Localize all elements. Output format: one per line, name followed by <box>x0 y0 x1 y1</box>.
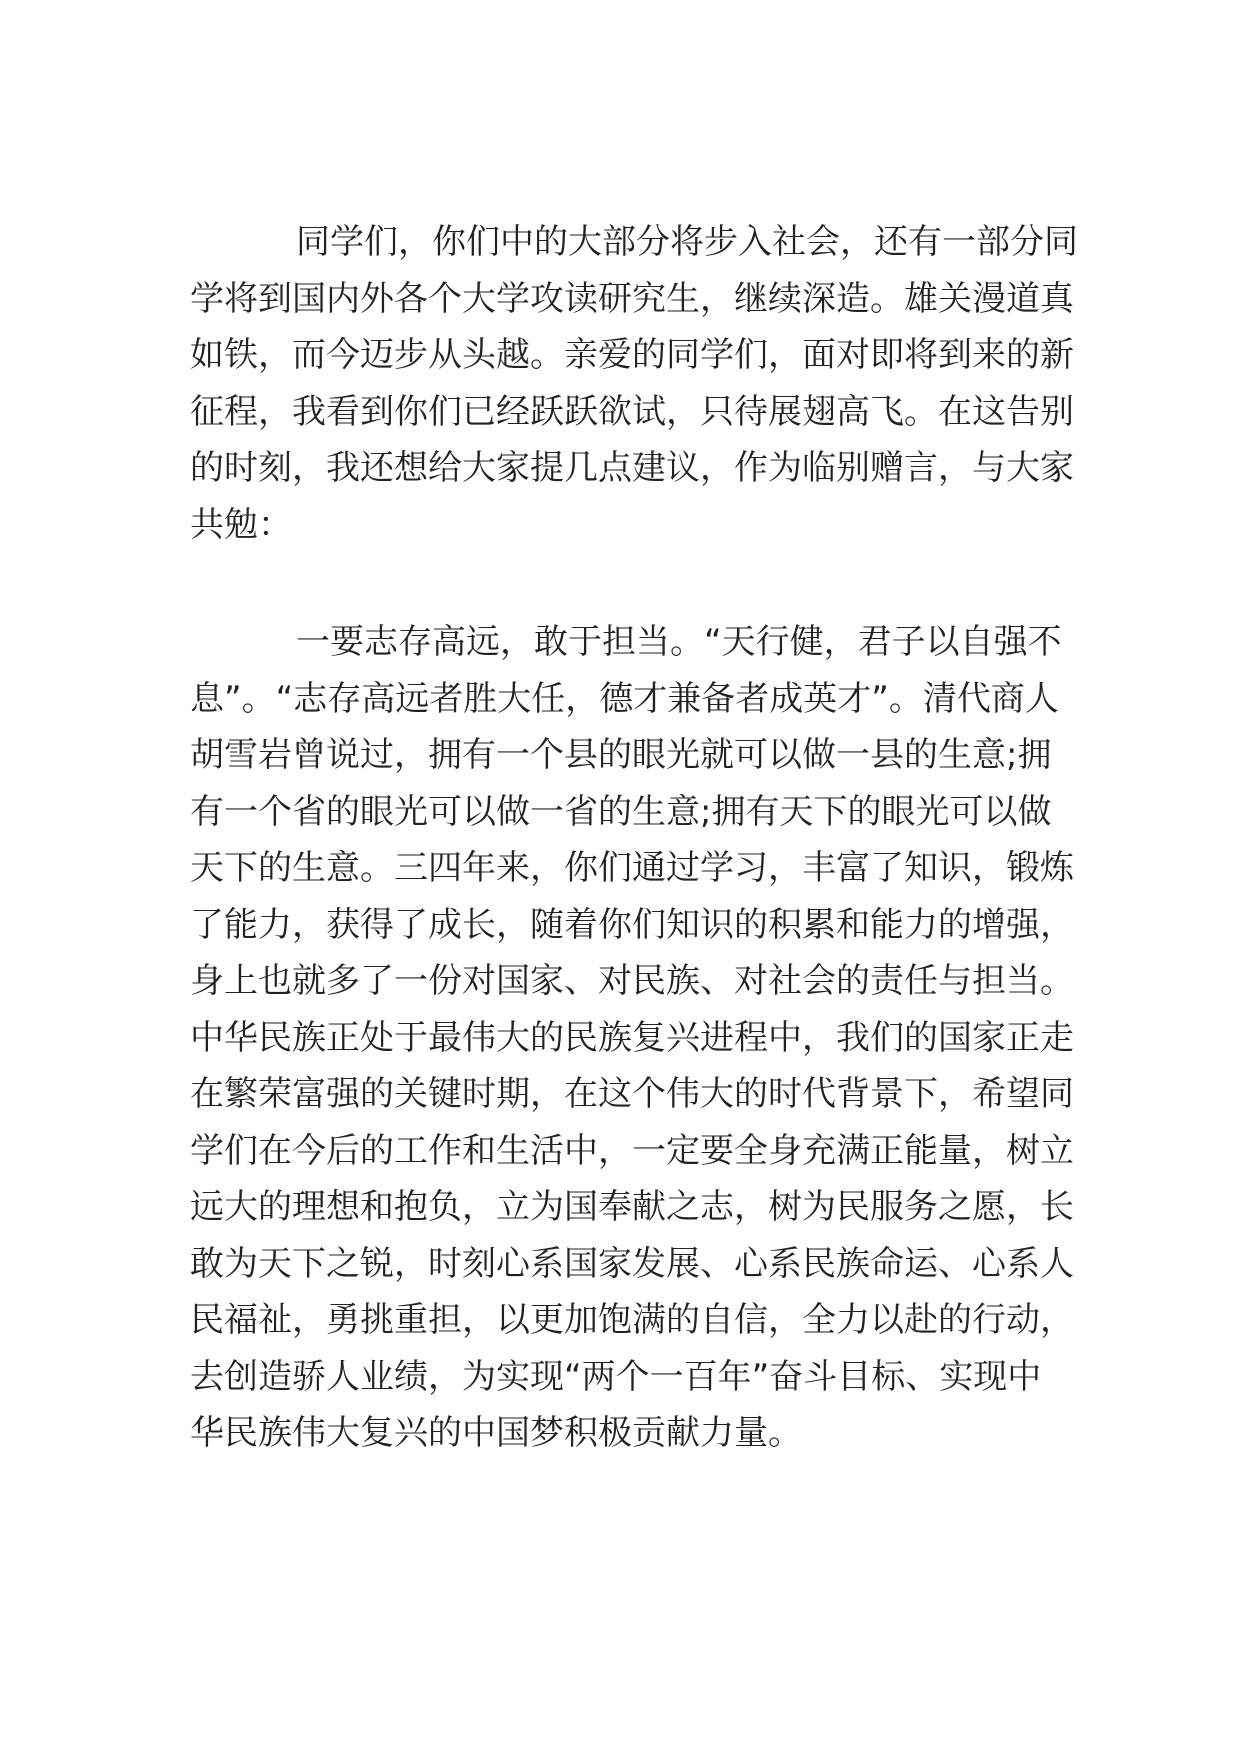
text-line: 敢为天下之锐，时刻心系国家发展、心系民族命运、心系人 <box>190 1244 1074 1284</box>
text-line: 一要志存高远，敢于担当。“天行健，君子以自强不 <box>296 622 1062 662</box>
text-line: 民福祉，勇挑重担，以更加饱满的自信，全力以赴的行动， <box>190 1300 1074 1340</box>
text-line: 学们在今后的工作和生活中，一定要全身充满正能量，树立 <box>190 1131 1074 1171</box>
text-line: 学将到国内外各个大学攻读研究生，继续深造。雄关漫道真 <box>190 279 1074 319</box>
text-line: 身上也就多了一份对国家、对民族、对社会的责任与担当。 <box>190 961 1074 1001</box>
text-line: 远大的理想和抱负，立为国奉献之志，树为民服务之愿，长 <box>190 1187 1074 1227</box>
text-line: 同学们，你们中的大部分将步入社会，还有一部分同 <box>296 222 1078 262</box>
text-line: 华民族伟大复兴的中国梦积极贡献力量。 <box>190 1413 802 1453</box>
text-line: 胡雪岩曾说过，拥有一个县的眼光就可以做一县的生意;拥 <box>190 735 1052 775</box>
text-line: 在繁荣富强的关键时期，在这个伟大的时代背景下，希望同 <box>190 1074 1074 1114</box>
text-line: 的时刻，我还想给大家提几点建议，作为临别赠言，与大家 <box>190 448 1074 488</box>
text-line: 共勉： <box>190 505 292 545</box>
text-line: 有一个省的眼光可以做一省的生意;拥有天下的眼光可以做 <box>190 792 1052 832</box>
text-line: 如铁，而今迈步从头越。亲爱的同学们，面对即将到来的新 <box>190 335 1074 375</box>
text-line: 征程，我看到你们已经跃跃欲试，只待展翅高飞。在这告别 <box>190 392 1074 432</box>
text-line: 中华民族正处于最伟大的民族复兴进程中，我们的国家正走 <box>190 1018 1074 1058</box>
text-line: 息”。“志存高远者胜大任，德才兼备者成英才”。清代商人 <box>190 679 1059 719</box>
text-line: 去创造骄人业绩，为实现“两个一百年”奋斗目标、实现中 <box>190 1357 1042 1397</box>
text-line: 天下的生意。三四年来，你们通过学习，丰富了知识，锻炼 <box>190 848 1074 888</box>
text-line: 了能力，获得了成长，随着你们知识的积累和能力的增强， <box>190 905 1074 945</box>
